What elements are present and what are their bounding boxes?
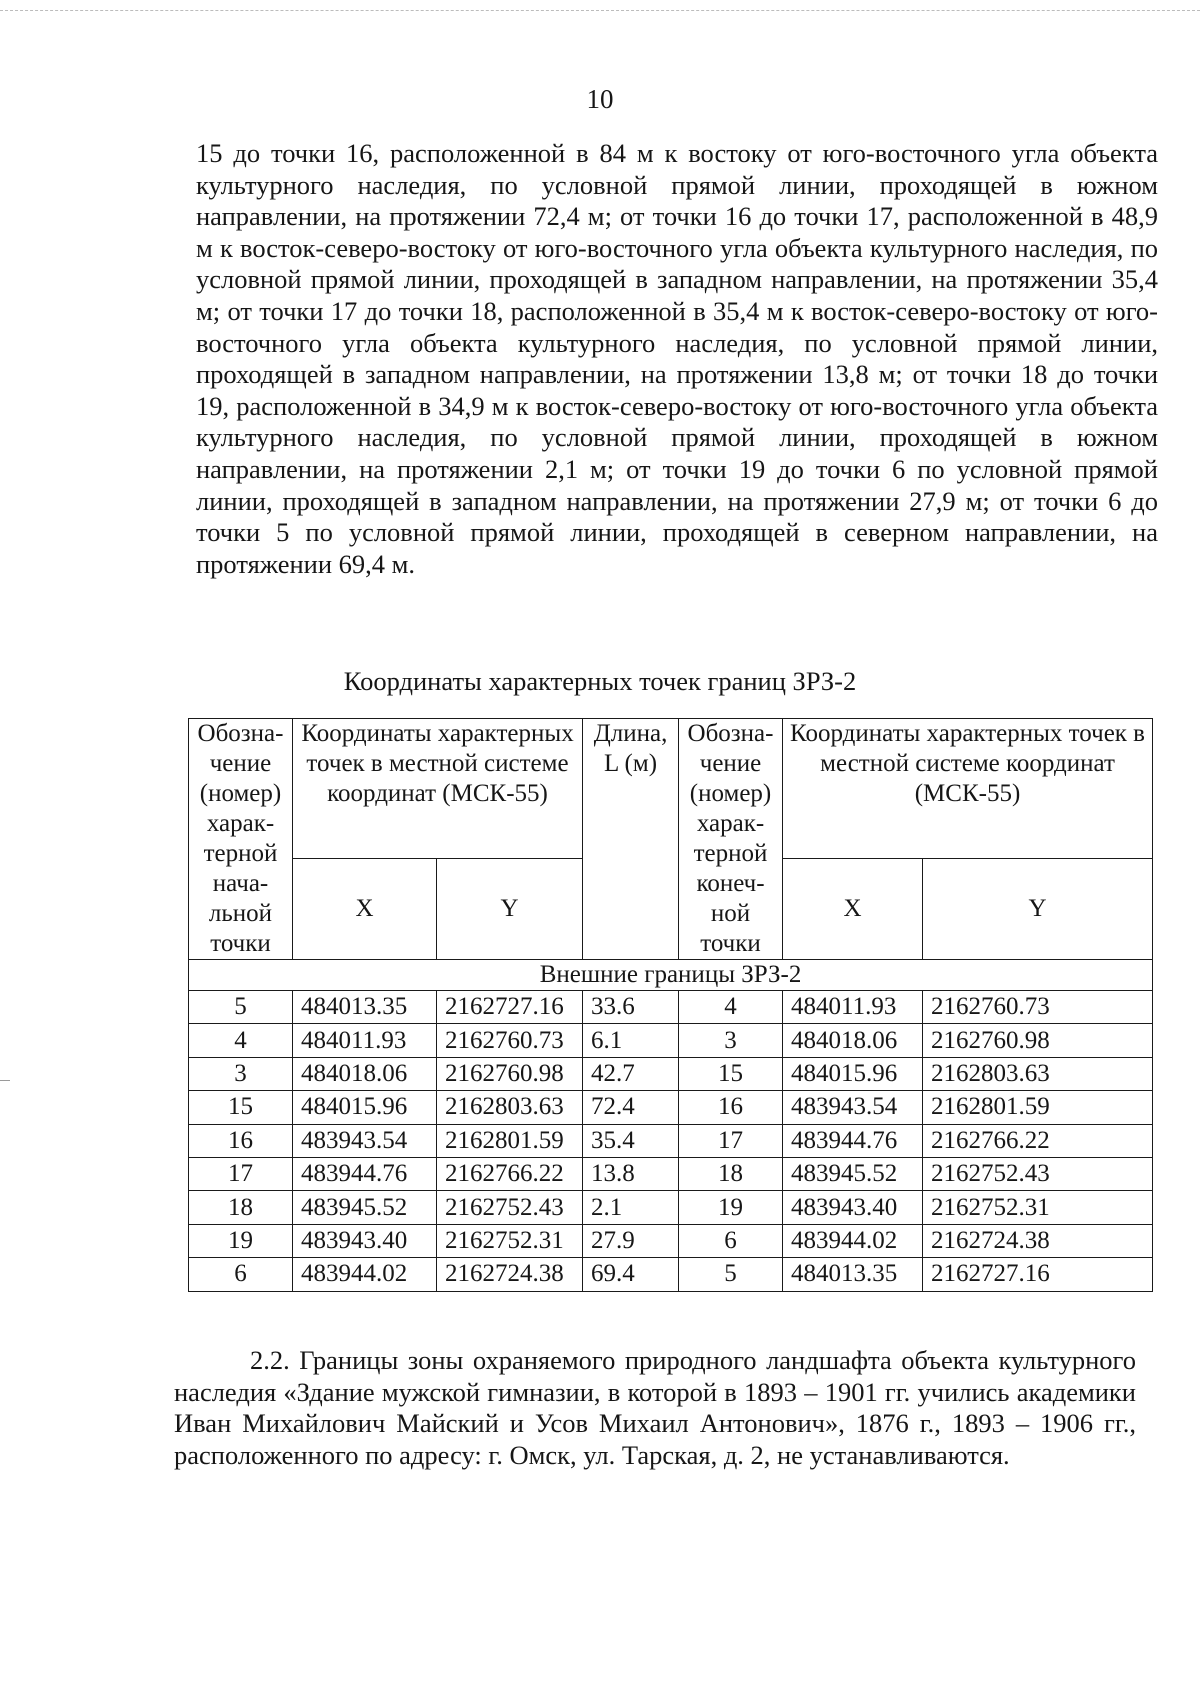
start-x-cell: 484011.93 (293, 1024, 437, 1057)
boundary-description-paragraph: 15 до точки 16, расположенной в 84 м к востоку от юго-восточного угла объекта культурного наследия, по условной прямой линии, проходящей в южном направлении, на протяжении 72,4 м; от точки 16 до точки 17, расположенной в 48,9 м к восток-северо-востоку от юго-восточного угла объекта культурного наследия, по условной прямой линии, проходящей в западном направлении, на протяжении 35,4 м; от точки 17 до точки 18, расположенной в 35,4 м к восток-северо-востоку от юго-восточного угла объекта культурного наследия, по условной прямой линии, проходящей в западном направлении, на протяжении 13,8 м; от точки 18 до точки 19, расположенной в 34,9 м к восток-северо-востоку от юго-восточного угла объекта культурного наследия, по условной прямой линии, проходящей в южном направлении, на протяжении 2,1 м; от точки 19 до точки 6 по условной прямой линии, проходящей в западном направлении, на протяжении 27,9 м; от точки 6 до точки 5 по условной прямой линии, проходящей в северном направлении, на протяжении 69,4 м. (196, 138, 1158, 579)
start-x-cell: 483943.54 (293, 1124, 437, 1157)
table-row (189, 1124, 1153, 1157)
end-y-cell: 2162766.22 (923, 1124, 1153, 1157)
end-x-cell: 483945.52 (783, 1157, 923, 1190)
start-point-cell: 3 (189, 1057, 293, 1090)
start-x-cell: 483943.40 (293, 1224, 437, 1257)
start-y-cell: 2162803.63 (437, 1091, 583, 1124)
end-x-cell: 483943.54 (783, 1091, 923, 1124)
length-cell: 69.4 (583, 1258, 679, 1291)
end-y-cell: 2162752.31 (923, 1191, 1153, 1224)
length-cell: 27.9 (583, 1224, 679, 1257)
end-point-cell: 17 (679, 1124, 783, 1157)
end-point-cell: 5 (679, 1258, 783, 1291)
header-start-point: Обозна-чение (номер) харак-терной нача-льной точки (189, 719, 293, 960)
end-y-cell: 2162801.59 (923, 1091, 1153, 1124)
end-y-cell: 2162727.16 (923, 1258, 1153, 1291)
length-cell: 13.8 (583, 1157, 679, 1190)
start-x-cell: 484015.96 (293, 1091, 437, 1124)
header-end-x: X (783, 859, 923, 960)
length-cell: 33.6 (583, 991, 679, 1024)
table-caption: Координаты характерных точек границ ЗРЗ-2 (343, 666, 857, 696)
coordinates-table (188, 718, 1153, 1292)
table-row (189, 1057, 1153, 1090)
start-x-cell: 483944.02 (293, 1258, 437, 1291)
end-x-cell: 484013.35 (783, 1258, 923, 1291)
end-x-cell: 483943.40 (783, 1191, 923, 1224)
end-x-cell: 484015.96 (783, 1057, 923, 1090)
start-y-cell: 2162752.31 (437, 1224, 583, 1257)
header-end-coordinates: Координаты характерных точек в местной системе координат (МСК-55) (783, 719, 1153, 859)
section-row (189, 960, 1153, 991)
end-x-cell: 483944.02 (783, 1224, 923, 1257)
page-number: 10 (586, 84, 614, 114)
table-row (189, 1224, 1153, 1257)
table-row (189, 1024, 1153, 1057)
end-y-cell: 2162803.63 (923, 1057, 1153, 1090)
start-y-cell: 2162760.98 (437, 1057, 583, 1090)
end-x-cell: 483944.76 (783, 1124, 923, 1157)
end-point-cell: 16 (679, 1091, 783, 1124)
start-x-cell: 483945.52 (293, 1191, 437, 1224)
start-y-cell: 2162766.22 (437, 1157, 583, 1190)
start-point-cell: 6 (189, 1258, 293, 1291)
end-y-cell: 2162760.73 (923, 991, 1153, 1024)
start-x-cell: 484013.35 (293, 991, 437, 1024)
start-x-cell: 484018.06 (293, 1057, 437, 1090)
scan-margin-mark (0, 1080, 10, 1081)
start-y-cell: 2162752.43 (437, 1191, 583, 1224)
scan-top-border (0, 10, 1200, 11)
section-title: Внешние границы ЗРЗ-2 (189, 960, 1153, 991)
header-row-main (189, 719, 1153, 859)
end-y-cell: 2162724.38 (923, 1224, 1153, 1257)
end-point-cell: 18 (679, 1157, 783, 1190)
end-point-cell: 3 (679, 1024, 783, 1057)
landscape-zone-paragraph: 2.2. Границы зоны охраняемого природного ландшафта объекта культурного наследия «Здание мужской гимназии, в которой в 1893 – 1901 гг. учились академики Иван Михайлович Майский и Усов Михаил Антонович», 1876 г., 1893 – 1906 гг., расположенного по адресу: г. Омск, ул. Тарская, д. 2, не устанавливаются. (174, 1345, 1136, 1470)
table-row (189, 1157, 1153, 1190)
length-cell: 35.4 (583, 1124, 679, 1157)
header-start-y: Y (437, 859, 583, 960)
length-cell: 2.1 (583, 1191, 679, 1224)
end-point-cell: 15 (679, 1057, 783, 1090)
start-point-cell: 4 (189, 1024, 293, 1057)
header-start-coordinates: Координаты характерных точек в местной системе координат (МСК-55) (293, 719, 583, 859)
end-y-cell: 2162752.43 (923, 1157, 1153, 1190)
table-row (189, 1258, 1153, 1291)
header-length: Длина, L (м) (583, 719, 679, 960)
table-row (189, 1091, 1153, 1124)
table-row (189, 991, 1153, 1024)
start-point-cell: 16 (189, 1124, 293, 1157)
start-point-cell: 17 (189, 1157, 293, 1190)
start-point-cell: 19 (189, 1224, 293, 1257)
header-start-x: X (293, 859, 437, 960)
end-y-cell: 2162760.98 (923, 1024, 1153, 1057)
start-y-cell: 2162727.16 (437, 991, 583, 1024)
length-cell: 42.7 (583, 1057, 679, 1090)
header-end-point: Обозна-чение (номер) харак-терной конеч-ной точки (679, 719, 783, 960)
start-point-cell: 15 (189, 1091, 293, 1124)
length-cell: 72.4 (583, 1091, 679, 1124)
end-point-cell: 4 (679, 991, 783, 1024)
start-y-cell: 2162801.59 (437, 1124, 583, 1157)
start-x-cell: 483944.76 (293, 1157, 437, 1190)
header-end-y: Y (923, 859, 1153, 960)
length-cell: 6.1 (583, 1024, 679, 1057)
start-y-cell: 2162724.38 (437, 1258, 583, 1291)
start-point-cell: 18 (189, 1191, 293, 1224)
table-row (189, 1191, 1153, 1224)
end-point-cell: 19 (679, 1191, 783, 1224)
start-y-cell: 2162760.73 (437, 1024, 583, 1057)
start-point-cell: 5 (189, 991, 293, 1024)
end-x-cell: 484018.06 (783, 1024, 923, 1057)
end-x-cell: 484011.93 (783, 991, 923, 1024)
end-point-cell: 6 (679, 1224, 783, 1257)
